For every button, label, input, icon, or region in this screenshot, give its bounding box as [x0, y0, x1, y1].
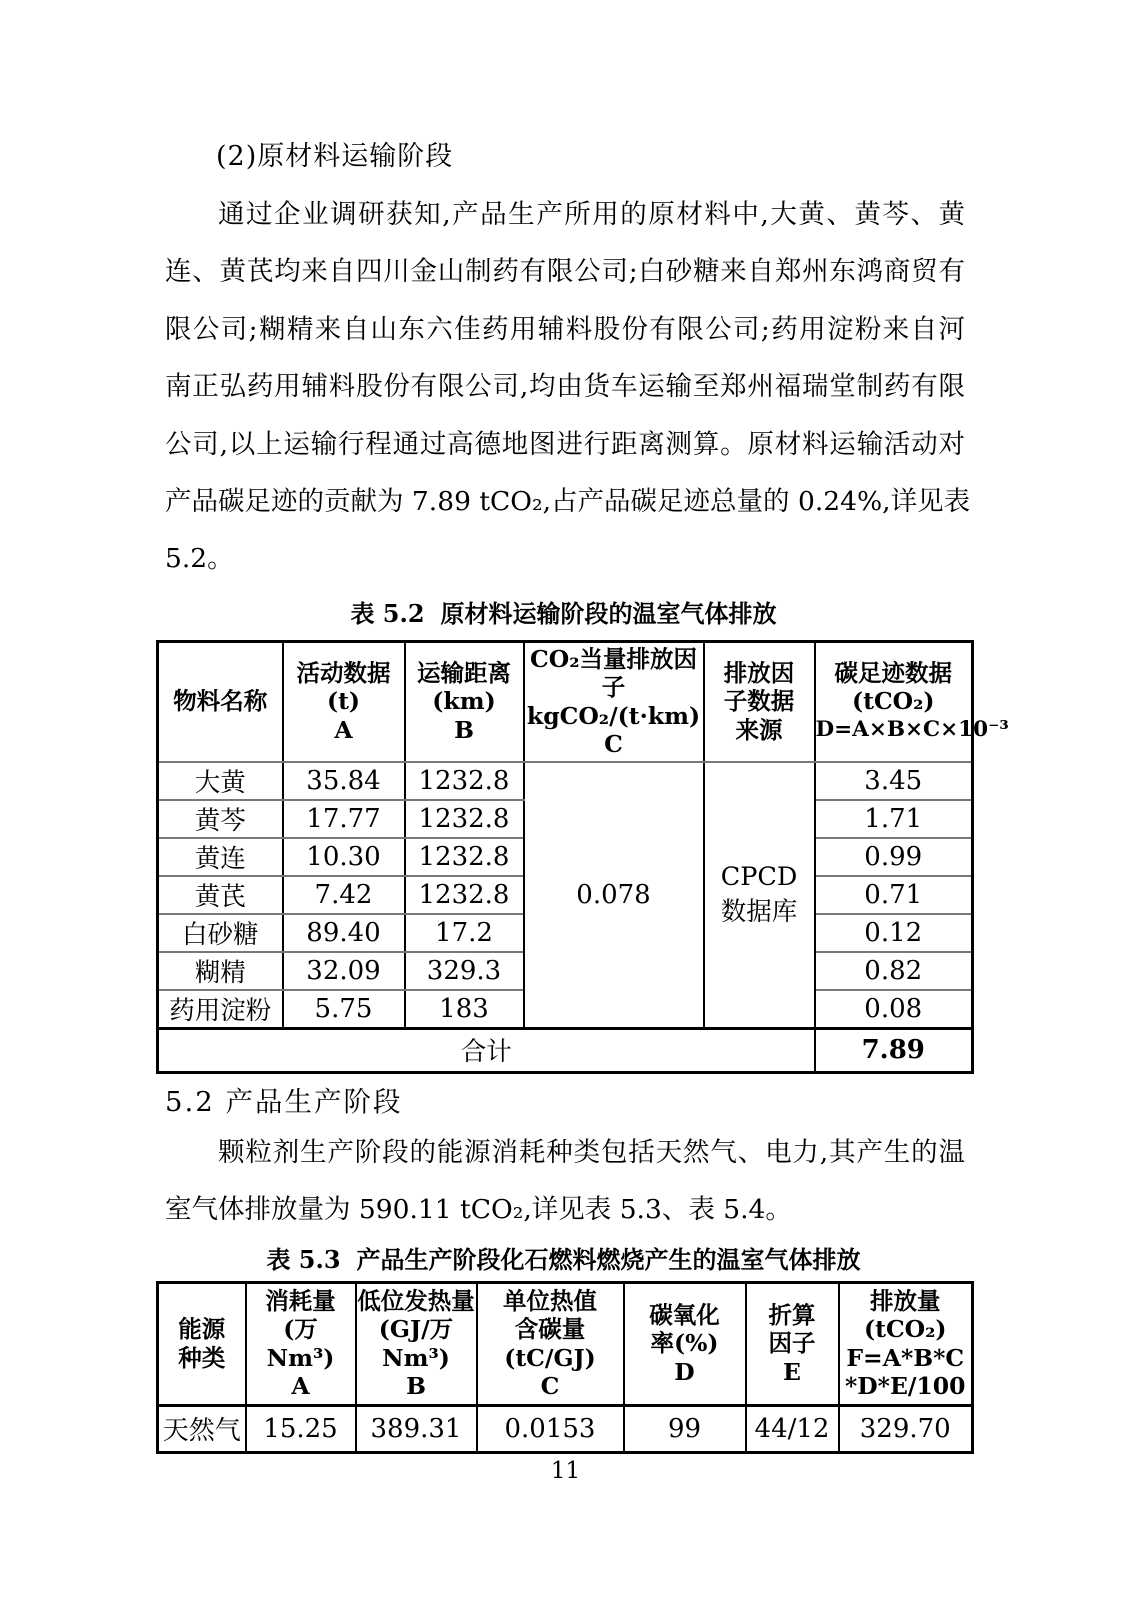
activity-value: 10.30 — [283, 838, 405, 876]
table-5-2 — [156, 640, 1009, 1074]
paragraph-line: 公司,以上运输行程通过高德地图进行距离测算。原材料运输活动对 — [165, 428, 965, 460]
distance-value: 329.3 — [405, 952, 524, 990]
activity-value: 5.75 — [283, 990, 405, 1029]
table-5-3 — [156, 1281, 974, 1454]
carbon-content-value: 0.0153 — [477, 1405, 624, 1452]
total-value: 7.89 — [815, 1028, 973, 1072]
distance-value: 1232.8 — [405, 762, 524, 800]
col-header-carbon-content: 单位热值 含碳量 (tC/GJ) C — [477, 1282, 624, 1405]
footprint-value: 0.82 — [815, 952, 973, 990]
paragraph-transport — [165, 186, 971, 588]
activity-value: 89.40 — [283, 914, 405, 952]
heating-value: 389.31 — [356, 1405, 477, 1452]
col-header-heating-value: 低位发热量 (GJ/万 Nm³) B — [356, 1282, 477, 1405]
paragraph-line: 连、黄芪均来自四川金山制药有限公司;白砂糖来自郑州东鸿商贸有 — [165, 256, 965, 288]
distance-value: 1232.8 — [405, 838, 524, 876]
distance-value: 183 — [405, 990, 524, 1029]
col-header-emission-amount: 排放量 (tCO₂) F=A*B*C *D*E/100 — [839, 1282, 973, 1405]
material-name: 药用淀粉 — [158, 990, 283, 1029]
emission-factor-value: 0.078 — [524, 762, 704, 1029]
activity-value: 7.42 — [283, 876, 405, 914]
paragraph-production — [165, 1124, 965, 1239]
paragraph-line: 南正弘药用辅料股份有限公司,均由货车运输至郑州福瑞堂制药有限 — [165, 371, 965, 403]
activity-value: 17.77 — [283, 800, 405, 838]
energy-type: 天然气 — [158, 1405, 246, 1452]
col-header-consumption: 消耗量 (万 Nm³) A — [246, 1282, 356, 1405]
distance-value: 1232.8 — [405, 876, 524, 914]
table-5-2-caption — [156, 588, 971, 640]
table-5-3-caption — [156, 1239, 971, 1281]
col-header-oxidation-rate: 碳氧化 率(%) D — [624, 1282, 746, 1405]
col-header-carbon-footprint: 碳足迹数据 (tCO₂) D=A×B×C×10⁻³ — [815, 641, 973, 762]
distance-value: 17.2 — [405, 914, 524, 952]
distance-value: 1232.8 — [405, 800, 524, 838]
oxidation-rate-value: 99 — [624, 1405, 746, 1452]
footprint-value: 1.71 — [815, 800, 973, 838]
table-total-row — [158, 1028, 973, 1072]
paragraph-line: 室气体排放量为 590.11 tCO₂,详见表 5.3、表 5.4。 — [165, 1194, 792, 1226]
paragraph-line: 通过企业调研获知,产品生产所用的原材料中,大黄、黄芩、黄 — [218, 199, 965, 230]
material-name: 白砂糖 — [158, 914, 283, 952]
footprint-value: 0.08 — [815, 990, 973, 1029]
paragraph-line: 颗粒剂生产阶段的能源消耗种类包括天然气、电力,其产生的温 — [218, 1136, 965, 1168]
col-header-material-name: 物料名称 — [158, 641, 283, 762]
col-header-activity-data: 活动数据 (t) A — [283, 641, 405, 762]
col-header-conversion-factor: 折算 因子 E — [746, 1282, 839, 1405]
table-5-2-header-row — [158, 641, 973, 762]
table-row — [158, 1405, 973, 1452]
col-header-emission-factor: CO₂当量排放因子 kgCO₂/(t·km) C — [524, 641, 704, 762]
footprint-value: 0.12 — [815, 914, 973, 952]
section-heading: 5.2 产品生产阶段 — [165, 1085, 403, 1118]
material-name: 大黄 — [158, 762, 283, 800]
conversion-factor-value: 44/12 — [746, 1405, 839, 1452]
factor-source-value: CPCD 数据库 — [704, 762, 815, 1029]
material-name: 黄连 — [158, 838, 283, 876]
footprint-value: 0.99 — [815, 838, 973, 876]
table-row — [158, 762, 973, 800]
subsection-heading: (2)原材料运输阶段 — [216, 141, 454, 172]
paragraph-line: 限公司;糊精来自山东六佳药用辅料股份有限公司;药用淀粉来自河 — [165, 313, 965, 345]
table-5-2-caption-title: 原材料运输阶段的温室气体排放 — [440, 598, 777, 628]
paragraph-line: 产品碳足迹的贡献为 7.89 tCO₂,占产品碳足迹总量的 0.24%,详见表 — [165, 485, 971, 517]
table-5-3-caption-title: 产品生产阶段化石燃料燃烧产生的温室气体排放 — [356, 1244, 861, 1274]
paragraph-line: 5.2。 — [165, 543, 234, 575]
total-label: 合计 — [158, 1028, 815, 1072]
page-number: 11 — [550, 1458, 581, 1484]
material-name: 糊精 — [158, 952, 283, 990]
col-header-factor-source: 排放因 子数据 来源 — [704, 641, 815, 762]
emission-amount-value: 329.70 — [839, 1405, 973, 1452]
activity-value: 35.84 — [283, 762, 405, 800]
activity-value: 32.09 — [283, 952, 405, 990]
material-name: 黄芩 — [158, 800, 283, 838]
material-name: 黄芪 — [158, 876, 283, 914]
footprint-value: 0.71 — [815, 876, 973, 914]
table-5-2-caption-label: 表 5.2 — [350, 598, 425, 628]
table-5-3-header-row — [158, 1282, 973, 1405]
footprint-value: 3.45 — [815, 762, 973, 800]
table-5-3-caption-label: 表 5.3 — [266, 1244, 341, 1274]
consumption-value: 15.25 — [246, 1405, 356, 1452]
col-header-transport-distance: 运输距离 (km) B — [405, 641, 524, 762]
col-header-energy-type: 能源 种类 — [158, 1282, 246, 1405]
